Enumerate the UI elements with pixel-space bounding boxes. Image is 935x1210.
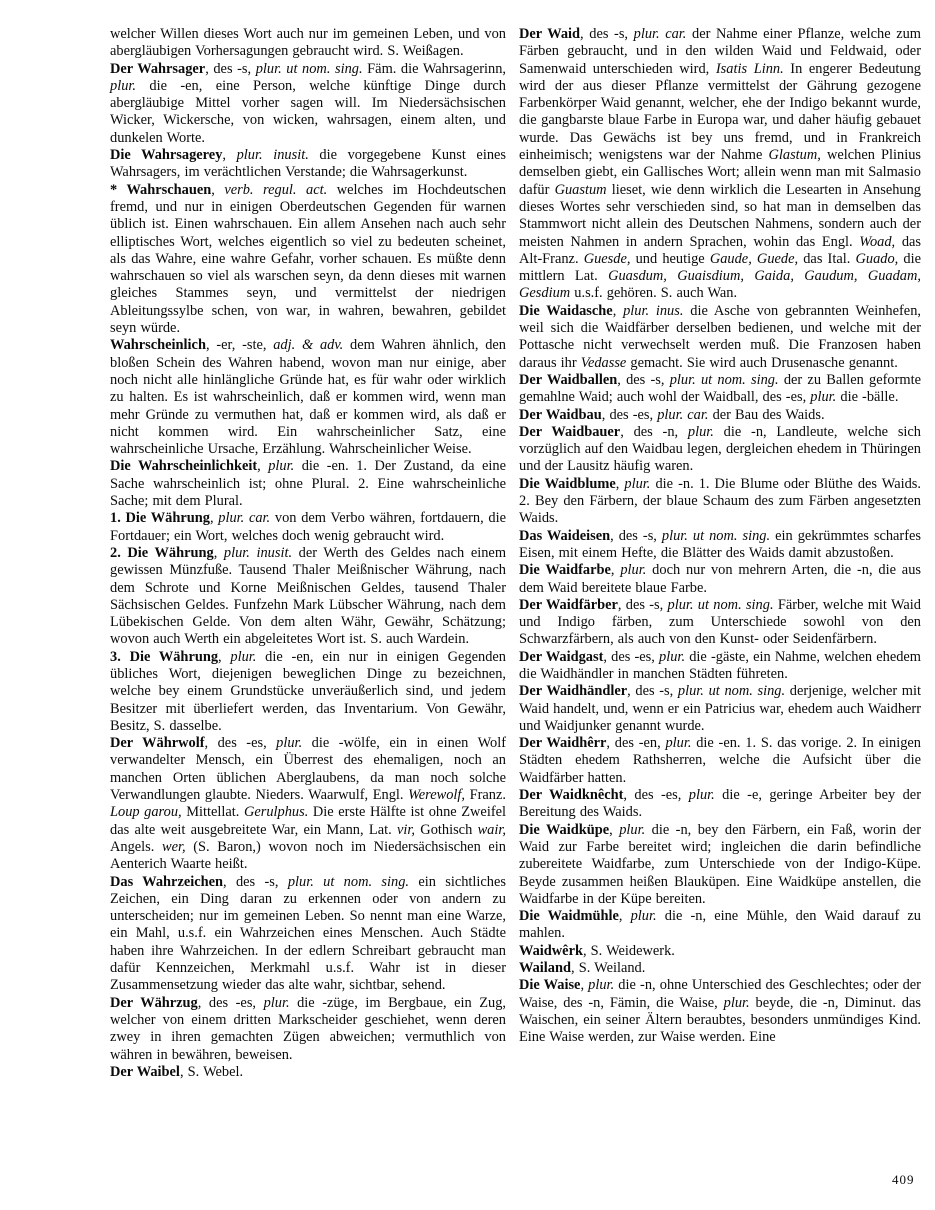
- entry-text: ,: [580, 977, 589, 994]
- entry-text: lieset, wie denn wirklich die Lesearten in Ansehung dieses Wortes sehr verschieden sind, so hat man in demselben das Stammwort nicht allein des Deutschen Nahmens, sondern auch der meisten Nahmen in andern Sprachen, wohin das Engl.: [519, 181, 922, 250]
- entry-text: , des -n,: [620, 423, 688, 440]
- entry-text: die -n. 1. Die Blume oder Blüthe des Waids. 2. Bey den Färbern, der blaue Schaum des zum Färben angesetzten Waids.: [519, 475, 922, 527]
- entry-text: die -en, eine Person, welche künftige Dinge durch abergläubige Mittel vorher sagen will. Im Niedersächsischen Wicker, Wickersche, von wicken, wahrsagen, einem alten, und dunkelen Worte.: [110, 77, 506, 146]
- entry-text: , S. Weiland.: [571, 960, 646, 977]
- entry-grammar-label: Glastum,: [768, 147, 821, 164]
- left-column: [110, 26, 506, 1081]
- entry-text: der Nahme einer Pflanze, welche zum Färben gebraucht, und in den wilden Waid und Feldwaid, oder Samenwaid unterschieden wird,: [519, 26, 921, 77]
- entry-text: ein sichtliches Zeichen, ein Ding daran zu erkennen oder von andern zu unterscheiden; nur im gemeinen Leben. So nennt man eine Warze, ein Mahl, u.s.f. ein Wahrzeichen eines Menschen. Auch Städte haben ihre Wahrzeichen. In der edlern Schreibart gebraucht man dafür Kennzeichen, Merkmahl u.s.f. Wahr ist in dieser Zusammensetzung wieder das alte wahr, sichtbar, sehend.: [110, 873, 506, 994]
- entry-text: die -en. 1. Der Zustand, da eine Sache wahrscheinlich ist; ohne Plural. 2. Eine wahrscheinliche Sache; mit dem Plural.: [110, 458, 506, 510]
- entry-grammar-label: plur.: [624, 475, 651, 492]
- entry-grammar-label: Woad,: [859, 233, 896, 250]
- entry-text: welches im Hochdeutschen fremd, und nur in einigen Oberdeutschen Gegenden für warnen üblich ist. Einen wahrschauen. Ein allem Ansehen nach auch sehr elliptisches Wort, welches eigentlich so viel zu bedeuten scheinet, als das Wahre, eine wahre Gefahr, vorher schauen. Es müßte denn wahrschauen so viel als warschen seyn, da denn dieses mit warnen gleiches Stammes seyn, und vermittelst der niedrigen Ableitungssylbe schen, von war, in wahren, bewahren, gebildet seyn würde.: [110, 181, 507, 337]
- entry-text: , des -s,: [580, 26, 634, 42]
- entry-headword: Der Waidknêcht: [519, 787, 624, 804]
- entry-grammar-label: Gerulphus.: [243, 804, 309, 821]
- entry-grammar-label: Guasdum, Guaisdium, Gaida, Gaudum, Guadam, Gesdium: [519, 268, 921, 302]
- entry-headword: Der Waidhêrr: [519, 735, 607, 752]
- dictionary-entry: [519, 407, 921, 424]
- entry-grammar-label: plur. inus.: [623, 302, 684, 319]
- dictionary-entry: [110, 147, 506, 182]
- entry-text: ,: [612, 302, 624, 319]
- entry-headword: Die Waidküpe: [519, 821, 610, 838]
- page-number: 409: [892, 1172, 915, 1187]
- entry-headword: Der Waidhändler: [519, 683, 628, 700]
- entry-grammar-label: plur.: [688, 787, 715, 804]
- dictionary-entry: [519, 960, 921, 977]
- entry-text: ein gekrümmtes scharfes Eisen, mit einem Hefte, die Blätter des Waids damit abzustoßen.: [519, 527, 921, 561]
- entry-text: die -wölfe, ein in einen Wolf verwandelter Mensch, ein Überrest des ehemaligen, noch an manchen Orten üblichen Aberglaubens, da man noch solche Verwandlungen glaubte. Nieders. Waarwulf, Engl.: [110, 735, 506, 804]
- entry-grammar-label: plur. inusit.: [236, 147, 309, 164]
- entry-grammar-label: plur. car.: [218, 510, 271, 527]
- entry-headword: Die Waidasche: [519, 302, 613, 319]
- entry-text: die -bälle.: [836, 389, 899, 406]
- dictionary-entry: [110, 337, 506, 458]
- entry-text: die -e, geringe Arbeiter bey der Bereitung des Waids.: [519, 787, 921, 821]
- dictionary-entry: [110, 874, 506, 995]
- dictionary-entry: [110, 1064, 506, 1081]
- dictionary-entry: [519, 683, 921, 735]
- entry-text: die vorgegebene Kunst eines Wahrsagers, im verächtlichen Verstande; die Wahrsagerkunst.: [110, 147, 506, 181]
- entry-grammar-label: plur.: [276, 735, 303, 752]
- entry-headword: 2. Die Währung: [110, 544, 214, 561]
- entry-text: die -en. 1. S. das vorige. 2. In einigen Städten ehedem Rathsherren, welche die Aufsicht über die Waidfärber hatten.: [519, 735, 921, 786]
- dictionary-entry: [110, 26, 506, 61]
- entry-text: (S. Baron,) wovon noch im Niedersächsischen ein Aenterich Waarte heißt.: [110, 838, 506, 873]
- entry-grammar-label: Vedasse: [580, 354, 627, 371]
- entry-headword: Wailand: [519, 960, 571, 977]
- entry-text: Angels.: [110, 838, 162, 855]
- entry-grammar-label: plur.: [665, 735, 692, 752]
- entry-text: , des -s,: [610, 527, 662, 544]
- entry-grammar-label: plur.: [619, 821, 646, 838]
- entry-text: Färber, welche mit Waid und Indigo färben, zum Unterschiede sowohl von den Schwarzfärbern, als auch von den Kunst- oder Seidenfärbern.: [519, 596, 921, 648]
- dictionary-entry: [110, 458, 506, 510]
- entry-text: u.s.f. gehören. S. auch Wan.: [570, 285, 738, 302]
- entry-text: , des -es,: [197, 994, 264, 1011]
- entry-text: ,: [618, 908, 631, 925]
- entry-grammar-label: plur.: [687, 423, 714, 440]
- entry-text: , des -es,: [601, 406, 658, 423]
- dictionary-entry: [110, 182, 506, 338]
- entry-text: die -züge, im Bergbaue, ein Zug, welcher von einem dritten Markscheider geschiehet, wenn deren zwey in ihren gemachten Zügen abweichen; vermuthlich von währen in bewähren, beweisen.: [110, 994, 507, 1063]
- entry-text: Fäm. die Wahrsagerinn,: [362, 60, 506, 77]
- entry-grammar-label: plur.: [810, 389, 837, 406]
- entry-headword: * Wahrschauen: [110, 181, 212, 198]
- entry-text: der Bau des Waids.: [708, 406, 825, 423]
- entry-text: die -gäste, ein Nahme, welchen ehedem die Waidhändler in manchen Städten führeten.: [519, 648, 921, 682]
- entry-grammar-label: Werewolf,: [408, 787, 466, 804]
- entry-grammar-label: plur.: [723, 994, 750, 1011]
- dictionary-entry: [519, 303, 921, 372]
- entry-headword: Der Waidballen: [519, 371, 618, 388]
- dictionary-entry: [519, 977, 921, 1046]
- entry-headword: Der Währzug: [110, 994, 198, 1011]
- entry-grammar-label: plur.: [620, 562, 647, 579]
- entry-text: der Werth des Geldes nach einem gewissen Münzfuße. Tausend Thaler Meißnischer Währung, nach dem Schrote und Korne Meißnischen Geldes, tausend Thaler Sächsischen Geldes. Funfzehn Mark Lübscher Währung, nach dem Lübekischen Gelde. Von dem alten Währ, Gewähr, Schätzung; wovon auch Werth ein abgeleitetes Wort ist. S. auch Wardein.: [110, 544, 507, 648]
- dictionary-entry: [519, 562, 921, 597]
- entry-text: welchen Plinius demselben giebt, ein Gallisches Wort; allein wenn man mit Salmasio dafür: [519, 147, 921, 198]
- entry-grammar-label: plur. ut nom. sing.: [287, 873, 409, 890]
- entry-text: ,: [213, 544, 224, 561]
- entry-headword: Der Waidbauer: [519, 423, 621, 440]
- entry-text: derjenige, welcher mit Waid handelt, und, wenn er ein Patricius war, ehedem auch Waidherr und Waidjunker genannt wurde.: [519, 683, 921, 734]
- dictionary-entry: [110, 510, 506, 545]
- entry-grammar-label: verb. regul. act.: [224, 181, 328, 198]
- entry-text: die -n, Landleute, welche sich vorzüglich auf den Waidbau legen, dergleichen ehedem in Thüringen und der Lausitz häufig waren.: [519, 423, 922, 475]
- entry-headword: Die Wahrsagerey: [110, 147, 223, 164]
- entry-grammar-label: vir,: [397, 821, 415, 838]
- entry-text: , -er, -ste,: [205, 337, 274, 354]
- right-column: [519, 26, 921, 1047]
- entry-text: und heutige: [630, 250, 710, 267]
- entry-headword: Waidwêrk: [519, 942, 583, 959]
- dictionary-entry: [519, 476, 921, 528]
- entry-grammar-label: Loup garou,: [110, 804, 182, 821]
- dictionary-entry: [519, 822, 921, 908]
- dictionary-entry: [519, 943, 921, 960]
- entry-text: ,: [222, 147, 237, 164]
- entry-text: , des -s,: [627, 683, 678, 700]
- dictionary-entry: [519, 372, 921, 407]
- dictionary-entry: [519, 735, 921, 787]
- entry-text: In engerer Bedeutung wird der aus dieser Pflanze vermittelst der Gährung gezogene Farbenkörper Waid genannt, welcher, ehe der Indigo bekannt wurde, die gangbarste blaue Farbe in Europa war, und daher häufig gebauet wurde. Das Gewächs ist bey uns fremd, und in Frankreich einheimisch; wenigstens war der Nahme: [519, 60, 922, 164]
- entry-headword: Der Waibel: [110, 1063, 180, 1080]
- dictionary-entry: [110, 545, 506, 649]
- entry-text: , des -es,: [603, 648, 660, 665]
- entry-headword: Die Waidblume: [519, 475, 616, 492]
- entry-headword: 3. Die Währung: [110, 648, 219, 665]
- entry-text: von dem Verbo währen, fortdauern, die Fortdauer; ein Wort, welches doch wenig gebraucht wird.: [110, 510, 507, 544]
- entry-grammar-label: plur. car.: [633, 26, 687, 42]
- entry-grammar-label: plur. ut nom. sing.: [667, 596, 774, 613]
- dictionary-entry: [519, 424, 921, 476]
- entry-text: , S. Weidewerk.: [582, 942, 675, 959]
- entry-grammar-label: Guesde,: [583, 250, 631, 267]
- entry-text: , des -es,: [204, 735, 277, 752]
- entry-grammar-label: plur.: [110, 77, 136, 94]
- entry-text: das Ital.: [798, 250, 856, 267]
- entry-grammar-label: plur.: [588, 977, 615, 994]
- entry-grammar-label: wer,: [162, 838, 186, 855]
- entry-headword: Das Waideisen: [519, 527, 611, 544]
- entry-text: die -en, ein nur in einigen Gegenden übliches Wort, diejenigen beweglichen Dinge zu bezeichnen, welche bey einem Grundstücke unveräußerlich sind, und jedem Besitzer mit überliefert werden, das Inventarium. Von Gewähr, Besitz, S. dasselbe.: [110, 648, 506, 734]
- dictionary-entry: [519, 649, 921, 684]
- entry-text: ,: [257, 458, 269, 475]
- entry-headword: Das Wahrzeichen: [110, 873, 224, 890]
- dictionary-entry: [519, 908, 921, 943]
- entry-grammar-label: plur.: [659, 648, 686, 665]
- dictionary-entry: [519, 597, 921, 649]
- entry-text: ,: [609, 821, 620, 838]
- entry-text: beyde, die -n, Diminut. das Waischen, ein seiner Ältern beraubtes, besonders unmündiges Kind. Eine Waise werden, zur Waise werden. Eine: [519, 994, 921, 1046]
- dictionary-entry: [110, 995, 506, 1064]
- entry-text: gemacht. Sie wird auch Drusenasche genannt.: [626, 354, 898, 371]
- dictionary-entry: [110, 649, 506, 735]
- entry-text: der zu Ballen geformte gemahlne Waid; auch wohl der Waidball, des -es,: [519, 371, 921, 406]
- entry-grammar-label: plur. ut nom. sing.: [661, 527, 771, 544]
- dictionary-entry: [519, 528, 921, 563]
- entry-text: , des -s,: [205, 60, 256, 77]
- entry-text: die Asche von gebrannten Weinhefen, weil sich die Waidfärber derselben bedienen, und welche mit der Pottasche nicht verwechselt werden muß. Die Franzosen haben daraus ihr: [519, 302, 921, 371]
- entry-grammar-label: plur. ut nom. sing.: [677, 683, 786, 700]
- entry-headword: Die Wahrscheinlichkeit: [110, 458, 258, 475]
- entry-text: , des -en,: [606, 735, 666, 752]
- entry-headword: Der Waidbau: [519, 406, 602, 423]
- entry-headword: Der Waid: [519, 26, 581, 42]
- entry-text: , des -es,: [623, 787, 689, 804]
- dictionary-entry: [110, 61, 506, 147]
- entry-grammar-label: wair,: [477, 821, 506, 838]
- entry-text: Gothisch: [415, 821, 478, 838]
- entry-headword: Die Waise: [519, 977, 581, 994]
- entry-grammar-label: plur. car.: [657, 406, 709, 423]
- entry-grammar-label: plur.: [268, 458, 295, 475]
- entry-headword: Die Waidfarbe: [519, 562, 611, 579]
- entry-grammar-label: Guado,: [855, 250, 899, 267]
- entry-text: ,: [218, 648, 231, 665]
- entry-text: die -n, bey den Färbern, ein Faß, worin der Waid zur Farbe bereitet wird; ingleichen die darin befindliche zubereitete Waidfarbe, zum Unterschiede von der Indigo-Küpe. Beyde zusammen heißen Blauküpen. Eine Waidküpe anstellen, die Waidfarbe in der Küpe bereiten.: [519, 821, 921, 907]
- entry-grammar-label: plur.: [230, 648, 257, 665]
- entry-headword: Der Währwolf: [110, 735, 205, 752]
- entry-grammar-label: plur. ut nom. sing.: [669, 371, 779, 388]
- entry-text: , des -s,: [617, 371, 670, 388]
- entry-text: , des -s,: [617, 596, 668, 613]
- entry-grammar-label: Isatis Linn.: [715, 60, 784, 77]
- entry-grammar-label: adj. & adv.: [273, 337, 344, 354]
- entry-grammar-label: Guastum: [554, 181, 607, 198]
- entry-headword: Der Waidfärber: [519, 596, 618, 613]
- entry-text: ,: [615, 475, 625, 492]
- entry-grammar-label: plur.: [263, 994, 290, 1011]
- entry-text: die -n, eine Mühle, den Waid darauf zu mahlen.: [519, 908, 921, 942]
- entry-text: ,: [209, 510, 219, 527]
- dictionary-entry: [519, 787, 921, 822]
- dictionary-entry: [110, 735, 506, 873]
- entry-headword: Wahrscheinlich: [110, 337, 206, 354]
- entry-grammar-label: Gaude, Guede,: [709, 250, 799, 267]
- entry-text: welcher Willen dieses Wort auch nur im gemeinen Leben, und von abergläubigen Vorhersagungen gebraucht wird. S. Weißagen.: [110, 26, 506, 60]
- entry-text: ,: [211, 181, 225, 198]
- entry-text: die -n, ohne Unterschied des Geschlechtes; oder der Waise, des -n, Fämin, die Waise,: [519, 977, 921, 1011]
- entry-text: Mittellat.: [181, 804, 244, 821]
- entry-text: das Alt-Franz.: [519, 233, 922, 267]
- entry-text: , des -s,: [223, 873, 288, 890]
- entry-grammar-label: plur. ut nom. sing.: [255, 60, 363, 77]
- dictionary-entry: [519, 26, 921, 303]
- entry-text: die mittlern Lat.: [519, 250, 921, 285]
- entry-grammar-label: plur.: [630, 908, 657, 925]
- entry-text: doch nur von mehrern Arten, die -n, die aus dem Waid bereitete blaue Farbe.: [519, 562, 921, 596]
- entry-headword: 1. Die Währung: [110, 510, 210, 527]
- entry-headword: Die Waidmühle: [519, 908, 619, 925]
- entry-headword: Der Wahrsager: [110, 60, 206, 77]
- entry-grammar-label: plur. inusit.: [223, 544, 293, 561]
- entry-text: Die erste Hälfte ist ohne Zweifel das alte weit ausgebreitete War, ein Mann, Lat.: [110, 804, 506, 838]
- entry-text: ,: [610, 562, 621, 579]
- entry-text: , S. Webel.: [179, 1063, 244, 1080]
- entry-headword: Der Waidgast: [519, 648, 604, 665]
- entry-text: dem Wahren ähnlich, den bloßen Schein des Wahren habend, wovon man nur einige, aber noch nicht alle hinlängliche Gründe hat, es für wahr oder wirklich zu halten. Es ist wahrscheinlich, daß er kommen wird, wenn man mehr Gründe zu vermuthen hat, daß er kommen wird, als daß er nicht kommen wird. Ein wahrscheinlicher Satz, eine wahrscheinliche Ursache, Erzählung. Wahrscheinlicher Weise.: [110, 337, 506, 458]
- entry-text: Franz.: [465, 787, 506, 804]
